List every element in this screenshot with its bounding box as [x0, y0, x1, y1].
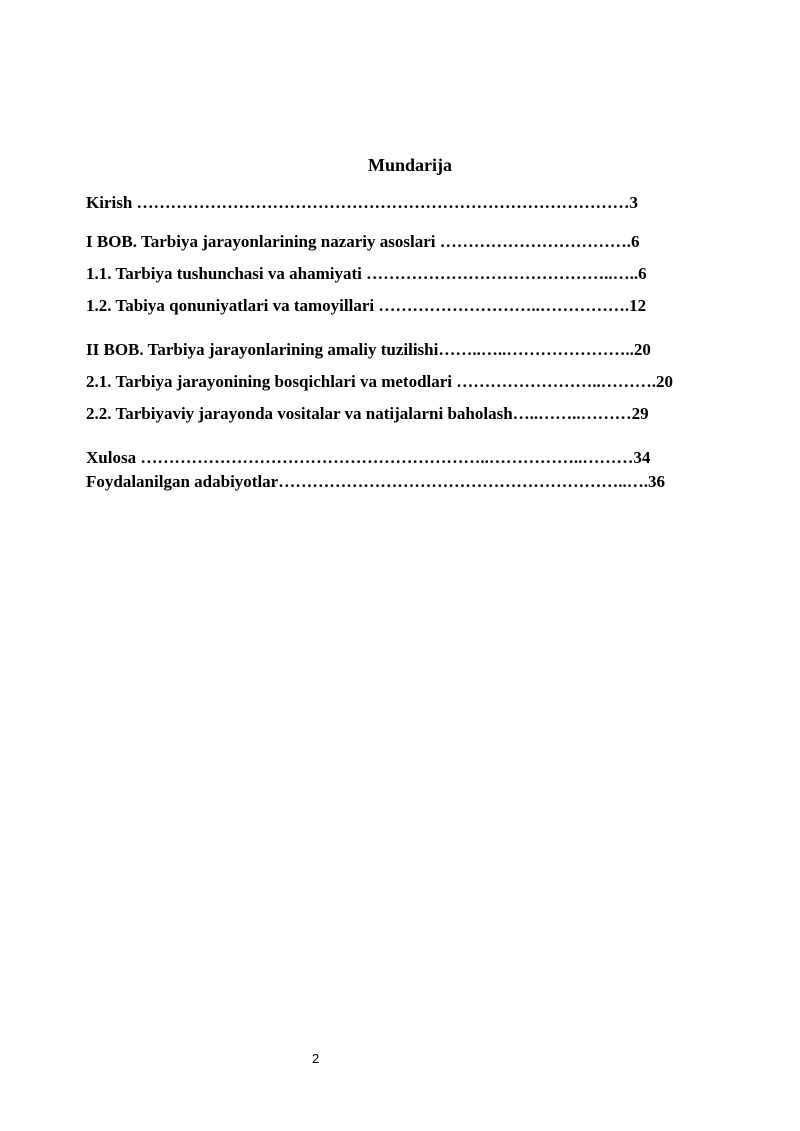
- toc-entry-chapter-2: II BOB. Tarbiya jarayonlarining amaliy tuzilishi……..…..…………………..20: [86, 340, 651, 359]
- toc-entry-bibliography: Foydalanilgan adabiyotlar……………………………………………………..….36: [86, 472, 665, 491]
- page-number: 2: [312, 1051, 320, 1066]
- toc-entry-section-2-2: 2.2. Tarbiyaviy jarayonda vositalar va natijalarni baholash…..……..………29: [86, 404, 649, 423]
- toc-entry-kirish: Kirish ……………………………………………………………………………3: [86, 193, 639, 212]
- page-title: Mundarija: [367, 155, 452, 175]
- toc-entry-section-1-2: 1.2. Tabiya qonuniyatlari va tamoyillari ………………………..…………….12: [86, 296, 647, 315]
- toc-entry-section-2-1: 2.1. Tarbiya jarayonining bosqichlari va metodlari ……………………..……….20: [86, 372, 674, 391]
- toc-entry-xulosa: Xulosa ……………………………………………………..……………..………34: [86, 448, 651, 467]
- toc-entry-chapter-1: I BOB. Tarbiya jarayonlarining nazariy asoslari …………………………….6: [86, 232, 640, 251]
- toc-entry-section-1-1: 1.1. Tarbiya tushunchasi va ahamiyati ……………………………………..…..6: [86, 264, 647, 283]
